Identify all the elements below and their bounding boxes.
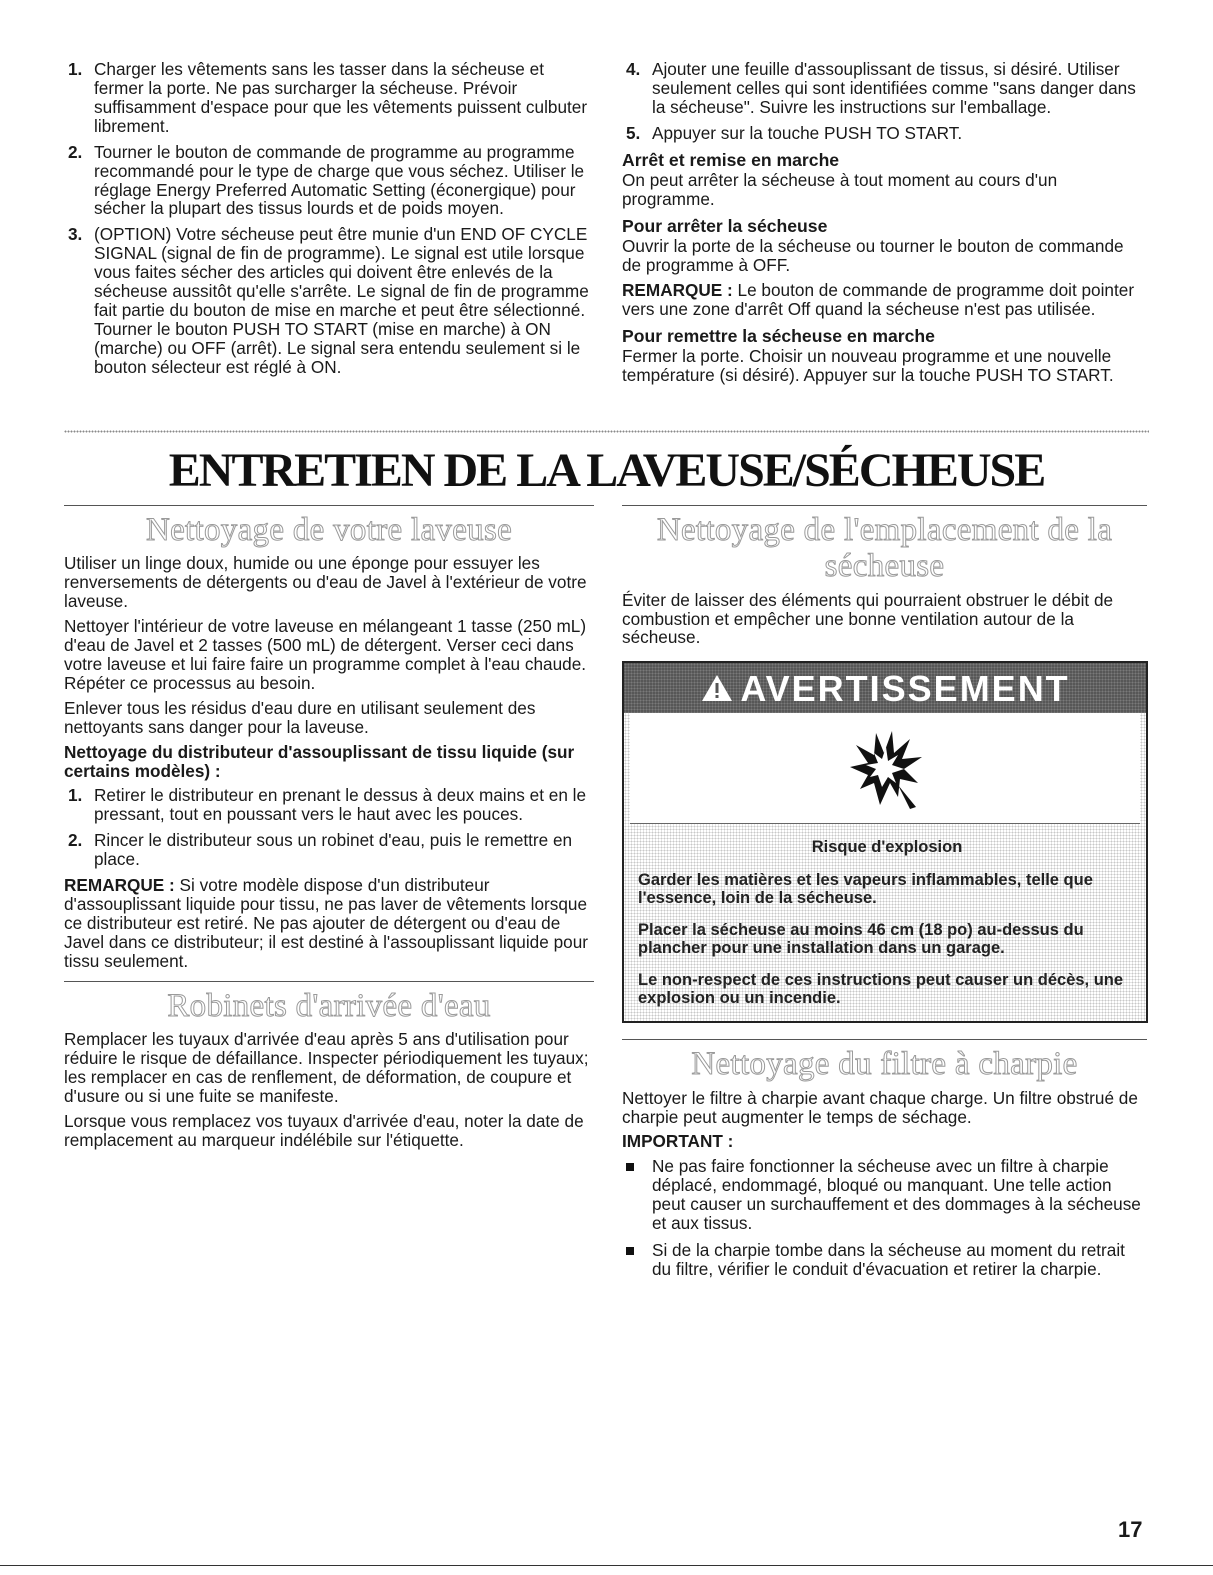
bottom-left-column — [64, 505, 594, 1156]
step-text: Retirer le distributeur en prenant le dessus à deux mains et en le pressant, tout en poussant vers le haut avec les pouces. — [94, 785, 587, 825]
bottom-border — [0, 1565, 1213, 1566]
washer-cleaning-paragraph: Nettoyer l'intérieur de votre laveuse en mélangeant 1 tasse (250 mL) d'eau de Javel et 2 tasses (500 mL) de détergent. Verser ceci dans votre laveuse et lui faire faire un programme complet à l'eau chaude. Répéter ce processus au besoin. — [64, 616, 587, 693]
lint-filter-paragraph: Nettoyer le filtre à charpie avant chaque charge. Un filtre obstrué de charpie peut augmenter le temps de séchage. — [622, 1087, 1138, 1127]
warning-line: Placer la sécheuse au moins 46 cm (18 po) au-dessus du plancher pour une installation dans un garage. — [638, 920, 1084, 957]
bullet-text: Si de la charpie tombe dans la sécheuse au moment du retrait du filtre, vérifier le conduit d'évacuation et retirer la charpie. — [652, 1240, 1125, 1280]
list-item — [622, 124, 1147, 143]
stop-restart-heading: Arrêt et remise en marche — [622, 149, 840, 170]
warning-triangle-icon — [700, 673, 734, 703]
warning-line: Garder les matières et les vapeurs inflammables, telle que l'essence, loin de la sécheuse. — [638, 870, 1093, 907]
lint-filter-bullets — [622, 1157, 1147, 1279]
washer-cleaning-heading: Nettoyage de votre laveuse — [145, 512, 513, 548]
step-number: 1. — [68, 59, 83, 79]
drying-steps-list — [64, 60, 594, 377]
important-label: IMPORTANT : — [622, 1131, 734, 1152]
step-text: Tourner le bouton de commande de programme au programme recommandé pour le type de charge que vous séchez. Utiliser le réglage Energy Preferred Automatic Setting (éconergique) pour sécher la plupart des tissus lourds et de poids moyen. — [94, 141, 585, 219]
section-divider — [64, 505, 594, 506]
note-paragraph — [622, 281, 1147, 319]
warning-box — [622, 661, 1148, 1023]
step-number: 1. — [68, 785, 83, 806]
list-item — [64, 786, 594, 824]
note-label: REMARQUE : — [64, 875, 175, 896]
note-paragraph — [64, 876, 594, 971]
water-inlet-paragraph: Lorsque vous remplacez vos tuyaux d'arrivée d'eau, noter la date de remplacement au marqueur indélébile sur l'étiquette. — [64, 1110, 584, 1150]
lint-filter-heading: Nettoyage du filtre à charpie — [691, 1046, 1078, 1083]
section-divider — [622, 505, 1147, 506]
bullet-square-icon — [626, 1163, 634, 1171]
stop-dryer-heading: Pour arrêter la sécheuse — [622, 215, 828, 236]
list-item — [622, 1241, 1147, 1279]
dryer-location-heading: Nettoyage de l'emplacement de la sécheuse — [656, 512, 1113, 585]
list-item — [64, 143, 594, 219]
warning-line: Le non-respect de ces instructions peut causer un décès, une explosion ou un incendie. — [638, 971, 1124, 1008]
step-text: Rincer le distributeur sous un robinet d'eau, puis le remettre en place. — [94, 830, 573, 870]
step-number: 2. — [68, 830, 83, 851]
warning-banner — [624, 663, 1146, 713]
step-text: (OPTION) Votre sécheuse peut être munie d'un END OF CYCLE SIGNAL (signal de fin de programme). Le signal est utile lorsque vous faites sécher des articles qui doivent être enlevés de la sécheuse aussitôt qu'elle s'arrête. Le signal de fin de programme fait partie du bouton de mise en marche et peut être sélectionné. Tourner le bouton PUSH TO START (mise en marche) à ON (marche) ou OFF (arrêt). Le signal sera entendu seulement si le bouton sélecteur est réglé à ON. — [94, 224, 589, 377]
warning-risk-title: Risque d'explosion — [811, 838, 963, 857]
dotted-divider — [64, 430, 1149, 433]
list-item — [64, 831, 594, 869]
step-number: 4. — [626, 59, 641, 79]
step-text: Charger les vêtements sans les tasser dans la sécheuse et fermer la porte. Ne pas surcharger la sécheuse. Prévoir suffisamment d'espace pour que les vêtements puissent culbuter librement. — [94, 59, 588, 136]
bullet-square-icon — [626, 1247, 634, 1255]
list-item — [622, 1157, 1147, 1233]
note-text: Si votre modèle dispose d'un distributeur d'assouplissant liquide pour tissu, ne pas laver de vêtements lorsque ce distributeur est retiré. Ne pas ajouter de détergent ou d'eau de Javel dans ce distributeur; il est destiné à l'assouplissant liquide pour tissu seulement. — [64, 875, 588, 971]
page-title: ENTRETIEN DE LA LAVEUSE/SÉCHEUSE — [168, 444, 1045, 497]
step-number: 5. — [626, 122, 641, 143]
top-left-column — [64, 60, 594, 384]
washer-cleaning-paragraph: Utiliser un linge doux, humide ou une éponge pour essuyer les renversements de détergents ou d'eau de Javel à l'extérieur de votre laveuse. — [64, 553, 587, 612]
list-item — [622, 60, 1147, 117]
water-inlet-heading: Robinets d'arrivée d'eau — [167, 987, 491, 1024]
note-label: REMARQUE : — [622, 280, 733, 301]
water-inlet-paragraph: Remplacer les tuyaux d'arrivée d'eau après 5 ans d'utilisation pour réduire le risque de défaillance. Inspecter périodiquement les tuyaux; les remplacer en cas de renflement, de déformation, de coupure et d'usure ou si une fuite se manifeste. — [64, 1029, 589, 1106]
list-item — [64, 60, 594, 136]
dryer-location-paragraph: Éviter de laisser des éléments qui pourraient obstruer le débit de combustion et empêcher une bonne ventilation autour de la sécheuse. — [622, 589, 1114, 648]
warning-icon-area — [630, 713, 1140, 824]
warning-banner-text: AVERTISSEMENT — [740, 667, 1070, 709]
step-number: 2. — [68, 141, 83, 162]
restart-dryer-text: Fermer la porte. Choisir un nouveau programme et une nouvelle température (si désiré). Appuyer sur la touche PUSH TO START. — [622, 346, 1114, 386]
warning-text — [624, 824, 1146, 1021]
page-number: 17 — [1118, 1517, 1143, 1542]
washer-cleaning-paragraph: Enlever tous les résidus d'eau dure en utilisant seulement des nettoyants sans danger pour la laveuse. — [64, 697, 536, 737]
drying-steps-list-continued — [622, 60, 1147, 143]
explosion-icon — [840, 723, 930, 813]
bullet-text: Ne pas faire fonctionner la sécheuse avec un filtre à charpie déplacé, endommagé, bloqué ou manquant. Une telle action peut causer un surchauffement et des dommages à la sécheuse et aux tissus. — [652, 1156, 1141, 1234]
top-right-column — [622, 60, 1147, 391]
bottom-right-column — [622, 505, 1147, 1287]
list-item — [64, 225, 594, 376]
step-number: 3. — [68, 224, 83, 245]
stop-restart-text: On peut arrêter la sécheuse à tout moment au cours d'un programme. — [622, 170, 1058, 209]
section-divider — [64, 981, 594, 982]
dispenser-heading: Nettoyage du distributeur d'assouplissant de tissu liquide (sur certains modèles) : — [64, 741, 575, 781]
step-text: Ajouter une feuille d'assouplissant de tissus, si désiré. Utiliser seulement celles qui sont identifiées comme "sans danger dans la sécheuse". Suivre les instructions sur l'emballage. — [652, 59, 1136, 117]
note-text: Le bouton de commande de programme doit pointer vers une zone d'arrêt Off quand la sécheuse n'est pas utilisée. — [622, 280, 1135, 319]
dispenser-steps-list — [64, 786, 594, 869]
stop-dryer-text: Ouvrir la porte de la sécheuse ou tourner le bouton de commande de programme à OFF. — [622, 236, 1124, 276]
step-text: Appuyer sur la touche PUSH TO START. — [652, 122, 963, 143]
section-divider — [622, 1039, 1147, 1040]
restart-dryer-heading: Pour remettre la sécheuse en marche — [622, 325, 935, 346]
